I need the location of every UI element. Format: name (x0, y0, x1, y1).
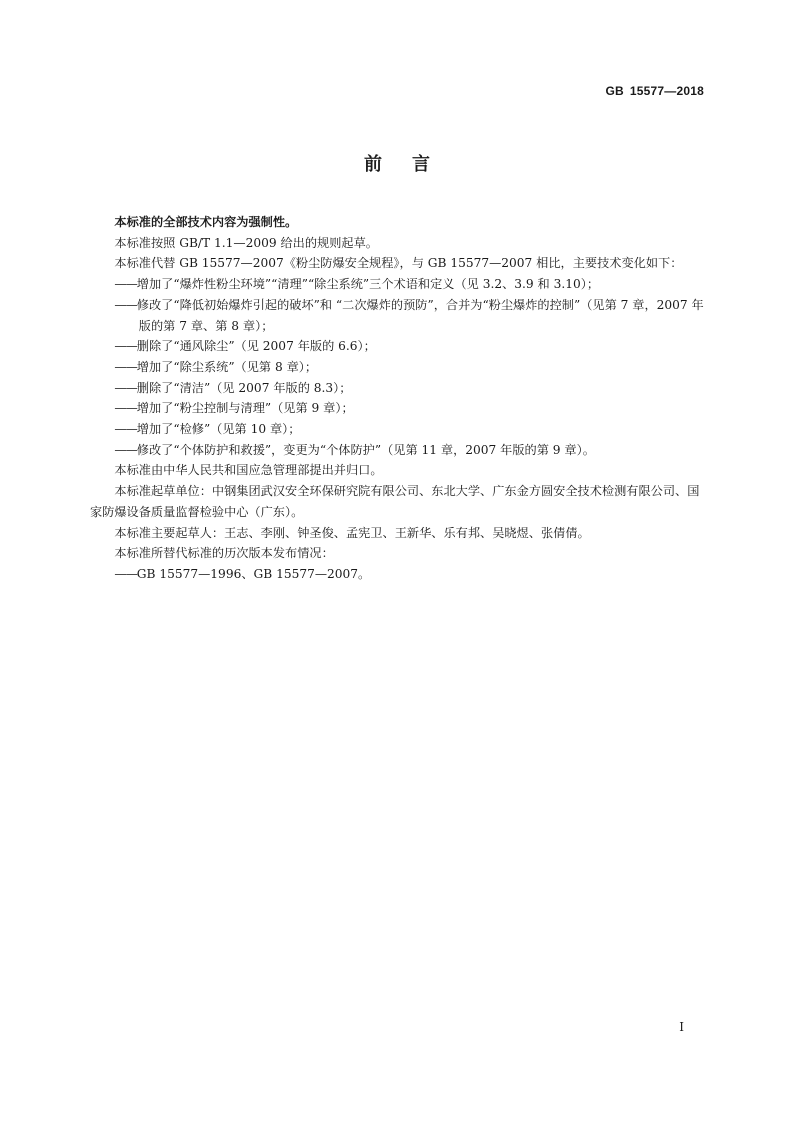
list-item-text: 增加了“除尘系统”（见第 8 章）； (136, 359, 318, 374)
changes-list (90, 274, 704, 460)
list-item (90, 419, 704, 440)
drafting-units-paragraph: 本标准起草单位：中钢集团武汉安全环保研究院有限公司、东北大学、广东金方圆安全技术检测有限公司、国家防爆设备质量监督检验中心（广东）。 (90, 484, 700, 519)
standard-number: 15577—2018 (629, 84, 704, 98)
mandatory-statement: 本标准的全部技术内容为强制性。 (114, 215, 298, 229)
list-item-text: 修改了“个体防护和救援”，变更为“个体防护”（见第 11 章，2007 年版的第 9 章）。 (136, 442, 595, 457)
history-intro-paragraph: 本标准所替代标准的历次版本发布情况： (114, 546, 334, 561)
list-item (90, 378, 704, 399)
list-item (90, 440, 704, 461)
list-item (90, 336, 704, 357)
page-title: 前言 (364, 154, 460, 175)
history-list-item (90, 564, 704, 585)
dash-marker: —— (114, 297, 137, 312)
list-item (90, 295, 704, 336)
page-number: I (679, 1020, 684, 1034)
list-item (90, 274, 704, 295)
standard-prefix: GB (605, 84, 624, 98)
replacement-paragraph: 本标准代替 GB 15577—2007《粉尘防爆安全规程》，与 GB 15577—2007 相比，主要技术变化如下： (114, 256, 683, 271)
list-item-text: 删除了“清洁”（见 2007 年版的 8.3）； (136, 380, 352, 395)
list-item-text: 增加了“爆炸性粉尘环境”“清理”“除尘系统”三个术语和定义（见 3.2、3.9 和 3.10）； (136, 277, 600, 292)
dash-marker: —— (114, 380, 137, 395)
history-item-text: GB 15577—1996、GB 15577—2007。 (136, 566, 371, 581)
list-item (90, 398, 704, 419)
dash-marker: —— (114, 442, 137, 457)
dash-marker: —— (114, 339, 137, 354)
dash-marker: —— (114, 277, 137, 292)
proposer-paragraph: 本标准由中华人民共和国应急管理部提出并归口。 (114, 463, 383, 478)
list-item-text: 修改了“降低初始爆炸引起的破坏”和 “二次爆炸的预防”，合并为“粉尘爆炸的控制”（见第 7 章，2007 年版的第 7 章、第 8 章）； (136, 297, 704, 333)
drafters-paragraph: 本标准主要起草人：王志、李刚、钟圣俊、孟宪卫、王新华、乐有邦、吴晓煜、张倩倩。 (114, 525, 590, 540)
dash-marker: —— (114, 401, 137, 416)
standard-code-header (606, 84, 704, 98)
dash-marker: —— (114, 566, 137, 581)
list-item (90, 357, 704, 378)
dash-marker: —— (114, 359, 137, 374)
list-item-text: 增加了“检修”（见第 10 章）； (136, 422, 301, 437)
drafting-rules-paragraph: 本标准按照 GB/T 1.1—2009 给出的规则起草。 (114, 235, 378, 250)
dash-marker: —— (114, 422, 137, 437)
list-item-text: 增加了“粉尘控制与清理”（见第 9 章）； (136, 401, 354, 416)
list-item-text: 删除了“通风除尘”（见 2007 年版的 6.6）； (136, 339, 376, 354)
foreword-body (90, 212, 704, 585)
